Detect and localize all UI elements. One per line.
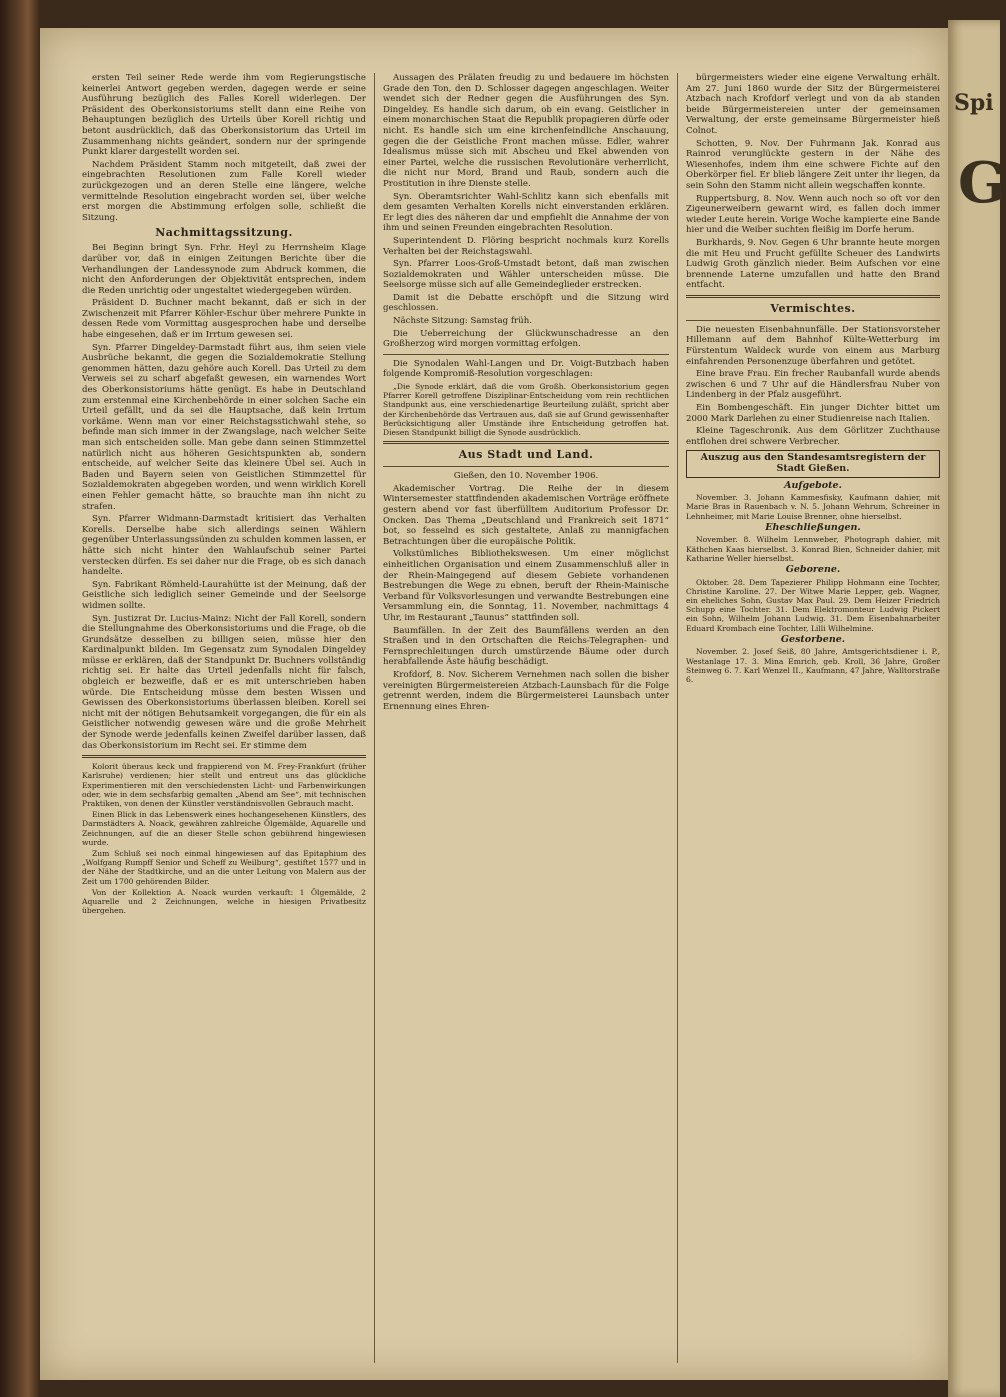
column-1 bbox=[82, 73, 366, 1363]
article-paragraph: Damit ist die Debatte erschöpft und die Sitzung wird geschlossen. bbox=[383, 292, 669, 314]
section-heading: Aus Stadt und Land. bbox=[458, 448, 594, 462]
registry-subheading: Gestorbene. bbox=[780, 633, 846, 645]
book-binding bbox=[0, 0, 40, 1397]
column-3 bbox=[686, 73, 940, 1363]
newspaper-page bbox=[40, 28, 948, 1380]
registry-subheading: Eheschließungen. bbox=[765, 521, 861, 533]
divider bbox=[686, 295, 940, 298]
section-heading: Nachmittagssitzung. bbox=[155, 226, 293, 240]
feuilleton-paragraph: Einen Blick in das Lebenswerk eines hochangesehenen Künstlers, des Darmstädters A. Noack, gewähren zahlreiche Ölgemälde, Aquarelle und Zeichnungen, auf die an dieser Stelle schon gebührend hingewiesen wurde. bbox=[82, 810, 366, 847]
article-paragraph: ersten Teil seiner Rede werde ihm vom Regierungstische keinerlei Antwort gegeben werden, dagegen werde er seine Ausführung bezüglich des Falles Korell widerlegen. Der Präsident des Oberkonsistoriums stellt dann eine Reihe von Behauptungen bezüglich des Urteils über Korell richtig und betont ausdrücklich, daß das Oberkonsistorium das Urteil im Zusammenhang nichts geändert, sondern nur der springende Punkt klarer dargestellt worden sei. bbox=[82, 73, 366, 158]
article-paragraph: Aussagen des Prälaten freudig zu und bedauere im höchsten Grade den Ton, den D. Schlosser dagegen angeschlagen. Weiter wendet sich der Redner gegen die Ausführungen des Syn. Dingeldey. Es handle sich darum, ob ein evang. Geistlicher in einem monarchischen Staat die Republik propagieren dürfe oder nicht. Es handle sich um eine kirchenfeindliche Anschauung, gegen die der Geistliche Front machen müsse. Edler, wahrer Idealismus müsse sich mit Abscheu und Ekel abwenden von einer Partei, welche die russischen Revolutionäre verherrlicht, die nicht nur Mord, Brand und Raub, sondern auch die Prostitution in ihre Dienste stelle. bbox=[383, 73, 669, 189]
article-paragraph: Superintendent D. Flöring bespricht nochmals kurz Korells Verhalten bei der Reichstagswahl. bbox=[383, 235, 669, 257]
divider bbox=[383, 354, 669, 355]
feuilleton-paragraph: Zum Schluß sei noch einmal hingewiesen auf das Epitaphium des „Wolfgang Rumpff Senior und Scheff zu Weilburg“, gestiftet 1577 und in der Nähe der Stadtkirche, und an die unter Leitung von Malern aus der Zeit um 1700 gehörenden Bilder. bbox=[82, 849, 366, 886]
registry-entry: Oktober. 28. Dem Tapezierer Philipp Hohmann eine Tochter, Christine Karoline. 27. Der Witwe Marie Lepper, geb. Wagner, ein eheliches Sohn, Gustav Max Paul. 29. Dem Heizer Friedrich Schupp eine Tochter. 31. Dem Elektromonteur Ludwig Pickert ein Sohn, Wilhelm Johann Ludwig. 31. Dem Eisenbahnarbeiter Eduard Krombach eine Tochter, Lilli Wilhelmine. bbox=[686, 577, 940, 633]
column-2 bbox=[383, 73, 669, 1363]
article-paragraph: Burkhards, 9. Nov. Gegen 6 Uhr brannte heute morgen die mit Heu und Frucht gefüllte Scheuer des Landwirts Ludwig Groth gänzlich nieder. Beim Aufschen vor eine brennende Laterne umzufallen und hatte den Brand entfacht. bbox=[686, 237, 940, 291]
article-paragraph: Bei Beginn bringt Syn. Frhr. Heyl zu Herrnsheim Klage darüber vor, daß in einigen Zeitungen Berichte über die Verhandlungen der Landessynode zum Abdruck kommen, die nicht den Anforderungen der Objektivität entsprechen, indem die Reden unrichtig oder ungestaltet wiedergegeben würden. bbox=[82, 243, 366, 296]
article-paragraph: Nächste Sitzung: Samstag früh. bbox=[393, 316, 532, 327]
article-paragraph: Syn. Fabrikant Römheld-Laurahütte ist der Meinung, daß der Geistliche sich lediglich seiner Gemeinde und der Seelsorge widmen sollte. bbox=[82, 579, 366, 611]
divider bbox=[82, 755, 366, 758]
article-paragraph: Syn. Pfarrer Widmann-Darmstadt kritisiert das Verhalten Korells. Derselbe habe sich allerdings seinen Wählern gegenüber Unterlassungssünden zu schulden kommen lassen, er hätte sich nicht hinter den Wahlaufschub seiner Partei verstecken dürfen. Es sei daher nur die Frage, ob es sich danach handelte. bbox=[82, 514, 366, 578]
registry-heading: Auszug aus den Standesamtsregistern der Stadt Gießen. bbox=[686, 450, 940, 477]
divider bbox=[383, 441, 669, 444]
divider bbox=[686, 320, 940, 321]
article-paragraph: Ein Bombengeschäft. Ein junger Dichter bittet um 2000 Mark Darlehen zu einer Studienreise nach Italien. bbox=[686, 403, 940, 424]
article-paragraph: bürgermeisters wieder eine eigene Verwaltung erhält. Am 27. Juni 1860 wurde der Sitz der Bürgermeisterei Atzbach nach Krofdorf verlegt und von da ab standen beide Bürgermeistereien unter der gemeinsamen Verwaltung, der erste gemeinsame Bürgermeister hieß Colnot. bbox=[686, 73, 940, 136]
article-paragraph: Syn. Pfarrer Loos-Groß-Umstadt betont, daß man zwischen Sozialdemokraten und Wähler unterscheiden müsse. Die Seelsorge müsse sich auf alle Gemeindeglieder erstrecken. bbox=[383, 259, 669, 291]
column-rule bbox=[677, 73, 678, 1363]
feuilleton-paragraph: Von der Kollektion A. Noack wurden verkauft: 1 Ölgemälde, 2 Aquarelle und 2 Zeichnungen, welche in hiesigen Privatbesitz übergehen. bbox=[82, 887, 366, 916]
article-paragraph: Präsident D. Buchner macht bekannt, daß er sich in der Zwischenzeit mit Pfarrer Köhler-Eschur über mehrere Punkte in dessen Rede vom Vormittag ausgesprochen habe und derselbe habe eingesehen, daß er im Irrtum gewesen sei. bbox=[82, 298, 366, 341]
article-paragraph: Die neuesten Eisenbahnunfälle. Der Stationsvorsteher Hillemann auf dem Bahnhof Külte-Wetterburg im Fürstentum Waldeck wurde von einem aus Marburg einfahrenden Personenzuge überfahren und getötet. bbox=[686, 324, 940, 367]
article-paragraph: Syn. Oberamtsrichter Wahl-Schlitz kann sich ebenfalls mit dem gesamten Verhalten Korells nicht einverstanden erklären. Er legt dies des näheren dar und empfiehlt die Annahme der von ihm und seinen Freunden eingebrachten Resolution. bbox=[383, 191, 669, 234]
resolution-text: „Die Synode erklärt, daß die vom Großh. Oberkonsistorium gegen Pfarrer Korell getroffene Disziplinar-Entscheidung vom rein rechtlichen Standpunkt aus, eine verschiedenartige Beurteilung zuläßt, spricht aber der Kirchenbehörde das Vertrauen aus, daß sie auf Grund gewissenhafter Berücksichtigung aller Umstände ihre Entscheidung getroffen hat. Diesen Standpunkt billigt die Synode ausdrücklich. bbox=[383, 382, 669, 438]
article-paragraph: Eine brave Frau. Ein frecher Raubanfall wurde abends zwischen 6 und 7 Uhr auf die Händlersfrau Nuber von Lindenberg in der Pfalz ausgeführt. bbox=[686, 369, 940, 401]
article-paragraph: Kleine Tageschronik. Aus dem Görlitzer Zuchthause entflohen drei schwere Verbrecher. bbox=[686, 426, 940, 447]
registry-subheading: Aufgebote. bbox=[784, 479, 842, 491]
article-paragraph: Die Ueberreichung der Glückwunschadresse an den Großherzog wird morgen vormittag erfolgen. bbox=[383, 328, 669, 350]
adjacent-page-edge bbox=[948, 20, 1006, 1397]
article-paragraph: Schotten, 9. Nov. Der Fuhrmann Jak. Konrad aus Rainrod verunglückte gestern in der Nähe des Wiesenhofes, indem ihm eine schwere Fichte auf den Oberkörper fiel. Er blieb längere Zeit unter ihr liegen, da sein Sohn den Stamm nicht allein wegschaffen konnte. bbox=[686, 138, 940, 191]
article-paragraph: Ruppertsburg, 8. Nov. Wenn auch noch so oft vor den Zigeunerweibern gewarnt wird, es fallen doch immer wieder Leute herein. Vorige Woche kampierte eine Bande hier und die Weiber suchten fleißig im Dorfe herum. bbox=[686, 193, 940, 236]
registry-subheading: Geborene. bbox=[785, 564, 841, 575]
masthead-fragment: Spi bbox=[954, 90, 994, 116]
section-heading: Vermischtes. bbox=[770, 301, 856, 315]
article-paragraph: Volkstümliches Bibliothekswesen. Um einer möglichst einheitlichen Organisation und einem Zusammenschluß aller in der Rhein-Maingegend auf diesem Gebiete vorhandenen Bestrebungen die Wege zu ebnen, beruft der Rhein-Mainische Verband für Volksvorlesungen und verwandte Bestrebungen eine Versammlung ein, die Sonntag, 11. November, nachmittags 4 Uhr, im Restaurant „Taunus“ stattfinden soll. bbox=[383, 549, 669, 623]
article-paragraph: Baumfällen. In der Zeit des Baumfällens werden an den Straßen und in den Ortschaften die Reichs-Telegraphen- und Fernsprechleitungen durch umstürzende Bäume oder durch herabfallende Äste häufig beschädigt. bbox=[383, 625, 669, 668]
article-paragraph: Akademischer Vortrag. Die Reihe der in diesem Wintersemester stattfindenden akademischen Vorträge eröffnete gestern abend vor fast überfülltem Auditorium Professor Dr. Oncken. Das Thema „Deutschland und Frankreich seit 1871“ bot, so fesselnd es sich gestaltete, Anlaß zu mannigfachen Betrachtungen über die europäische Politik. bbox=[383, 483, 669, 547]
divider bbox=[383, 466, 669, 467]
registry-entry: November. 8. Wilhelm Lennweber, Photograph dahier, mit Käthchen Kaas hierselbst. 3. Konrad Bien, Schneider dahier, mit Katharine Weller hierselbst. bbox=[686, 535, 940, 563]
article-paragraph: Die Synodalen Wahl-Langen und Dr. Voigt-Butzbach haben folgende Kompromiß-Resolution vorgeschlagen: bbox=[383, 358, 669, 380]
registry-entry: November. 2. Josef Seiß, 80 Jahre, Amtsgerichtsdiener i. P., Westanlage 17. 3. Mina Emrich, geb. Kroll, 36 Jahre, Großer Steinweg 6. 7. Karl Wenzel II., Kaufmann, 47 Jahre, Walltorstraße 6. bbox=[686, 647, 940, 685]
masthead-fragment: G bbox=[958, 150, 1006, 216]
feuilleton-paragraph: Kolorit überaus keck und frappierend von M. Frey-Frankfurt (früher Karlsruhe) verdienen; hier stellt und entreut uns das glückliche Experimentieren mit den verschiedensten Licht- und Farbenwirkungen oder, wie in dem sechsfarbig gemalten „Abend am See“, mit technischen Praktiken, von denen der Künstler verständnisvollen Gebrauch macht. bbox=[82, 762, 366, 809]
article-paragraph: Syn. Pfarrer Dingeldey-Darmstadt führt aus, ihm seien viele Ausbrüche bekannt, die gegen die Sozialdemokratie Stellung genommen hätten, dazu gehöre auch Korell. Das Urteil zu dem Verweis sei zu scharf abgefaßt gewesen, ein warnendes Wort des Oberkonsistoriums hätte genügt. Es habe in Deutschland zum erstenmal eine Kirchenbehörde in einer solchen Sache ein Urteil gefällt, und da sei die Hauptsache, daß kein Irrtum vorkäme. Wenn man vor einer Reichstagsstichwahl stehe, so befinde man sich immer in der Zwangslage, nach welcher Seite man sich entscheiden solle. Man gebe dann seinen Stimmzettel natürlich nicht aus höheren Gesichtspunkten ab, sondern entscheide, auf welcher Seite das kleinere Übel sei. Auch in Baden und Bayern seien von Geistlichen Stimmzettel für Sozialdemokraten abgegeben worden, und wenn wirklich Korell einen Fehler gemacht hätte, so brauchte man ihn nicht zu strafen. bbox=[82, 342, 366, 512]
registry-entry: November. 3. Johann Kammesfisky, Kaufmann dahier, mit Marie Bras in Rauenbach v. N. 5. Johann Wehrum, Schreiner in Lehnheimer, mit Marie Louise Brenner, ohne hierselbst. bbox=[686, 493, 940, 521]
dateline: Gießen, den 10. November 1906. bbox=[453, 471, 599, 482]
article-paragraph: Krofdorf, 8. Nov. Sicherem Vernehmen nach sollen die bisher vereinigten Bürgermeistereien Atzbach-Launsbach für die Folge getrennt werden, indem die Bürgermeisterei Launsbach unter Ernennung eines Ehren- bbox=[383, 669, 669, 712]
article-paragraph: Syn. Justizrat Dr. Lucius-Mainz: Nicht der Fall Korell, sondern die Stellungnahme des Oberkonsistoriums und die Frage, ob die Grundsätze desselben zu billigen seien, müsse hier den Kardinalpunkt bilden. Im Gegensatz zum Synodalen Dingeldey müsse er erklären, daß der Standpunkt Dr. Buchners vollständig richtig sei. Er halte das Urteil jedenfalls nicht für falsch, obgleich er bezweifle, daß er es mit unterschrieben haben würde. Die Entscheidung müsse dem besten Wissen und Gewissen des Oberkonsistoriums überlassen bleiben. Korell sei nicht mit der nötigen Behutsamkeit vorgegangen, die für ein als Geistlicher notwendig gewesen wäre und die große Mehrheit der Synode werde jedenfalls keinen Zweifel darüber lassen, daß das Oberkonsistorium im Recht sei. Er stimme dem bbox=[82, 613, 366, 751]
article-paragraph: Nachdem Präsident Stamm noch mitgeteilt, daß zwei der eingebrachten Resolutionen zum Falle Korell wieder zurückgezogen und an deren Stelle eine längere, welche vermittelnde Resolution eingebracht worden sei, über welche erst morgen die Abstimmung erfolgen solle, schließt die Sitzung. bbox=[82, 159, 366, 223]
column-rule bbox=[374, 73, 375, 1363]
